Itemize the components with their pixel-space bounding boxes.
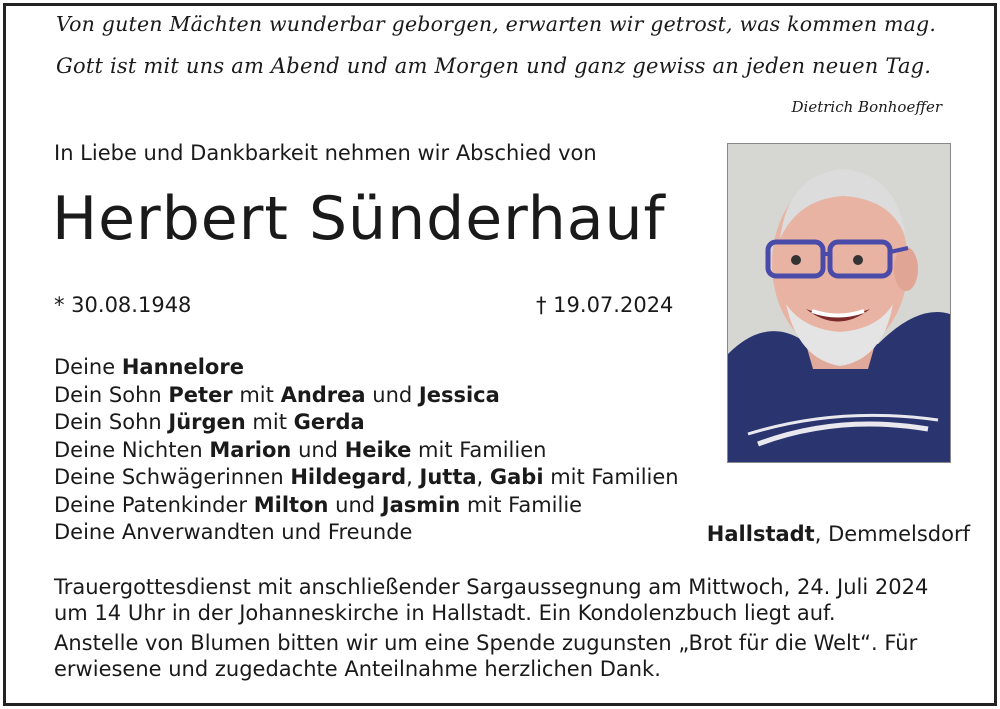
mourner-name: Heike (344, 437, 412, 462)
mourner-line (54, 382, 679, 410)
quote-author: Dietrich Bonhoeffer (791, 98, 942, 116)
mourner-text: Deine Schwägerinnen (54, 465, 291, 489)
deceased-name: Herbert Sünderhauf (52, 184, 666, 254)
service-notices (54, 574, 954, 682)
donation-info: Anstelle von Blumen bitten wir um eine Spende zugunsten „Brot für die Welt“. Für erwiesene und zugedachte Anteilnahme herzlichen Dank. (54, 631, 918, 681)
intro-text: In Liebe und Dankbarkeit nehmen wir Abschied von (54, 141, 597, 165)
mourner-line (54, 464, 679, 492)
mourner-name: Marion (209, 437, 292, 462)
birth-date: * 30.08.1948 (54, 293, 192, 317)
place-rest: , Demmelsdorf (814, 522, 970, 546)
mourner-line (54, 437, 679, 465)
mourner-text: und (365, 382, 419, 407)
mourner-name: Jessica (418, 382, 500, 407)
mourner-text: Deine Nichten (54, 437, 210, 462)
place-main: Hallstadt (706, 522, 815, 546)
mourner-line (54, 409, 679, 437)
mourners-list (54, 354, 679, 547)
portrait-photo (727, 143, 951, 463)
mourner-name: Gerda (293, 410, 365, 434)
quote-line-2: Gott ist mit uns am Abend und am Morgen und ganz gewiss an jeden neuen Tag. (56, 54, 932, 78)
quote-line-1: Von guten Mächten wunderbar geborgen, erwarten wir getrost, was kommen mag. (56, 12, 937, 36)
mourner-text: mit Familien (411, 437, 547, 462)
mourner-name: Andrea (280, 382, 366, 407)
place-names (707, 522, 970, 546)
mourner-text: mit (232, 382, 281, 407)
mourner-name: Jasmin (381, 492, 461, 517)
mourner-text: Dein Sohn (54, 382, 169, 407)
mourner-line (54, 519, 679, 547)
mourner-text: Deine Anverwandten und Freunde (54, 520, 413, 544)
mourner-name: Jutta (419, 465, 477, 489)
mourner-text: mit Familien (543, 465, 679, 489)
mourner-text: und (328, 492, 382, 517)
death-date: † 19.07.2024 (536, 293, 674, 317)
mourner-name: Milton (253, 492, 329, 517)
mourner-text: und (291, 437, 345, 462)
mourner-name: Hildegard (290, 465, 407, 489)
mourner-text: Deine (54, 355, 122, 379)
mourner-line (54, 354, 679, 382)
mourner-text: Deine Patenkinder (54, 492, 254, 517)
mourner-name: Gabi (489, 465, 544, 489)
mourner-line (54, 492, 679, 520)
mourner-text: , (476, 465, 490, 489)
mourner-text: , (406, 465, 420, 489)
mourner-text: mit Familie (460, 492, 583, 517)
mourner-name: Peter (168, 382, 233, 407)
service-info: Trauergottesdienst mit anschließender Sargaussegnung am Mittwoch, 24. Juli 2024 um 14 Uhr in der Johanneskirche in Hallstadt. Ein Kondolenzbuch liegt auf. (54, 575, 929, 625)
mourner-text: mit (245, 410, 294, 434)
mourner-text: Dein Sohn (54, 410, 169, 434)
mourner-name: Hannelore (121, 355, 244, 379)
portrait-illustration (728, 144, 950, 462)
mourner-name: Jürgen (168, 410, 246, 434)
